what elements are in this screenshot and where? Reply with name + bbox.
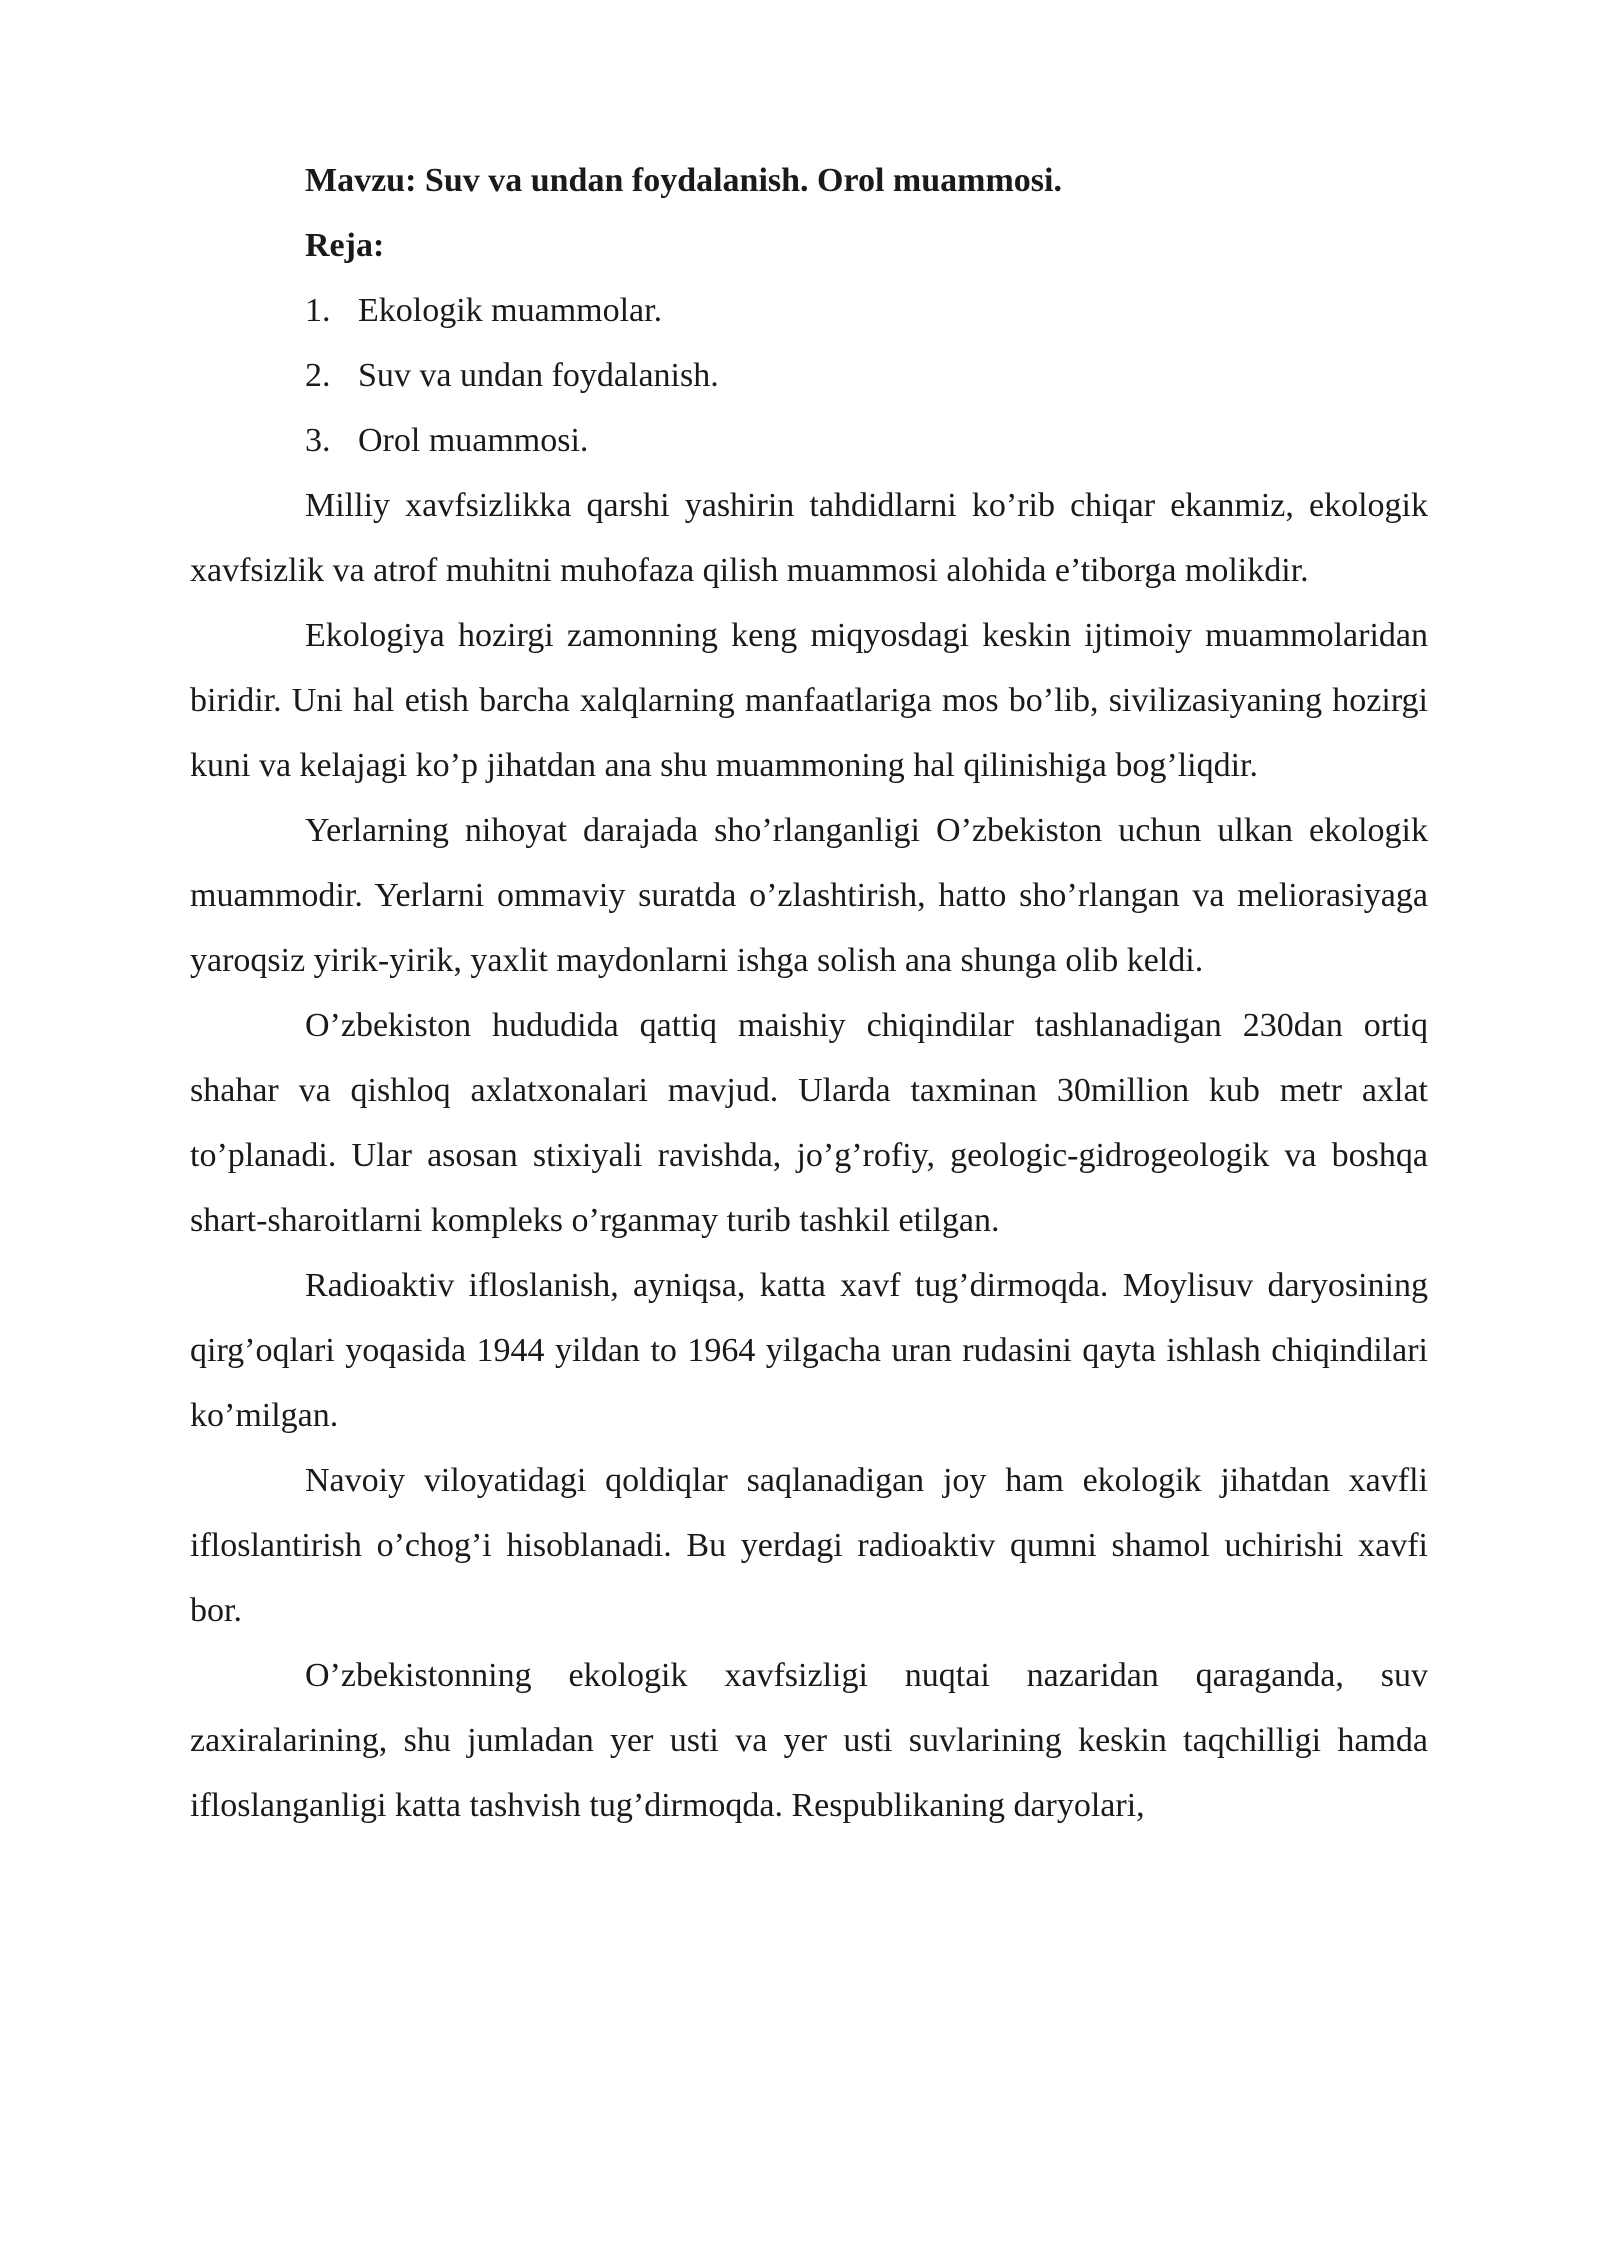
plan-item-text: Orol muammosi. bbox=[358, 422, 589, 459]
plan-item bbox=[190, 278, 1428, 343]
document-title: Mavzu: Suv va undan foydalanish. Orol muammosi. bbox=[305, 162, 1062, 199]
document-page bbox=[190, 148, 1428, 1838]
plan-item-number: 1. bbox=[305, 292, 331, 329]
plan-item-number: 2. bbox=[305, 357, 331, 394]
body-paragraph: Milliy xavfsizlikka qarshi yashirin tahdidlarni ko’rib chiqar ekanmiz, ekologik xavfsizlik va atrof muhitni muhofaza qilish muammosi alohida e’tiborga molikdir. bbox=[190, 487, 1428, 589]
plan-item bbox=[190, 343, 1428, 408]
plan-item-number: 3. bbox=[305, 422, 331, 459]
plan-item-text: Ekologik muammolar. bbox=[358, 292, 663, 329]
plan-item bbox=[190, 408, 1428, 473]
body-paragraph: Ekologiya hozirgi zamonning keng miqyosdagi keskin ijtimoiy muammolaridan biridir. Uni hal etish barcha xalqlarning manfaatlariga mos bo’lib, sivilizasiyaning hozirgi kuni va kelajagi ko’p jihatdan ana shu muammoning hal qilinishiga bog’liqdir. bbox=[190, 617, 1428, 784]
plan-label: Reja: bbox=[305, 227, 385, 264]
plan-item-text: Suv va undan foydalanish. bbox=[358, 357, 719, 394]
body-paragraph: O’zbekistonning ekologik xavfsizligi nuqtai nazaridan qaraganda, suv zaxiralarining, shu jumladan yer usti va yer usti suvlarining keskin taqchilligi hamda ifloslanganligi katta tashvish tug’dirmoqda. Respublikaning daryolari, bbox=[190, 1657, 1428, 1824]
plan-list bbox=[190, 278, 1428, 473]
body-paragraph: O’zbekiston hududida qattiq maishiy chiqindilar tashlanadigan 230dan ortiq shahar va qishloq axlatxonalari mavjud. Ularda taxminan 30million kub metr axlat to’planadi. Ular asosan stixiyali ravishda, jo’g’rofiy, geologic-gidrogeologik va boshqa shart-sharoitlarni kompleks o’rganmay turib tashkil etilgan. bbox=[190, 1007, 1428, 1239]
body-paragraph: Radioaktiv ifloslanish, ayniqsa, katta xavf tug’dirmoqda. Moylisuv daryosining qirg’oqlari yoqasida 1944 yildan to 1964 yilgacha uran rudasini qayta ishlash chiqindilari ko’milgan. bbox=[190, 1267, 1428, 1434]
body-paragraph: Yerlarning nihoyat darajada sho’rlanganligi O’zbekiston uchun ulkan ekologik muammodir. Yerlarni ommaviy suratda o’zlashtirish, hatto sho’rlangan va meliorasiyaga yaroqsiz yirik-yirik, yaxlit maydonlarni ishga solish ana shunga olib keldi. bbox=[190, 812, 1428, 979]
body-paragraph: Navoiy viloyatidagi qoldiqlar saqlanadigan joy ham ekologik jihatdan xavfli ifloslantirish o’chog’i hisoblanadi. Bu yerdagi radioaktiv qumni shamol uchirishi xavfi bor. bbox=[190, 1462, 1428, 1629]
